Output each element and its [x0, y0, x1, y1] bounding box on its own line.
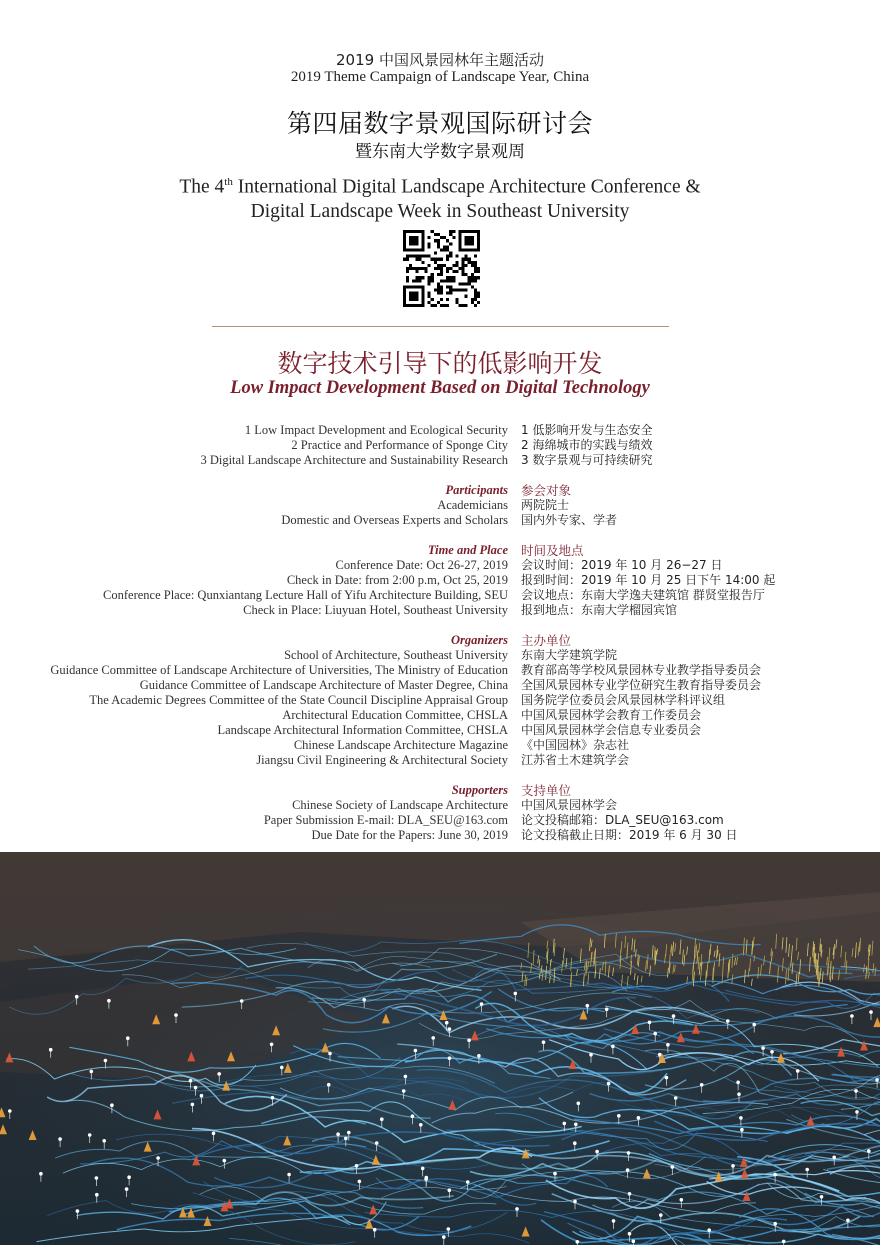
time-place-section [0, 543, 880, 618]
due-date-en: Due Date for the Papers: June 30, 2019 [311, 828, 508, 842]
organizer-en: Guidance Committee of Landscape Architecture of Universities, The Ministry of Education [50, 663, 508, 677]
supporter-cn: 中国风景园林学会 [521, 798, 618, 812]
title-en-sup: th [224, 176, 233, 188]
participants-heading-en: Participants [445, 483, 508, 497]
supporters-heading-cn: 支持单位 [521, 783, 572, 798]
organizer-row [0, 708, 880, 723]
organizer-row [0, 648, 880, 663]
topic-cn: 3 数字景观与可持续研究 [521, 453, 653, 467]
topic-row [0, 453, 880, 468]
section-heading-row [0, 783, 880, 798]
organizers-section [0, 633, 880, 768]
time-place-row [0, 603, 880, 618]
time-place-en: Check in Place: Liuyuan Hotel, Southeast University [243, 603, 508, 617]
title-en-part-b: International Digital Landscape Architecture Conference & [232, 176, 701, 198]
organizer-en: Architectural Education Committee, CHSLA [282, 708, 508, 722]
conference-title-cn: 第四届数字景观国际研讨会 [286, 109, 593, 138]
time-place-en: Check in Date: from 2:00 p.m, Oct 25, 2019 [286, 573, 508, 587]
time-place-heading-en: Time and Place [427, 543, 508, 557]
organizer-cn: 中国风景园林学会信息专业委员会 [521, 723, 702, 737]
submission-email-cn[interactable]: 论文投稿邮箱：DLA_SEU@163.com [521, 813, 724, 827]
qr-code-icon[interactable] [403, 230, 480, 307]
organizer-row [0, 753, 880, 768]
time-place-row [0, 573, 880, 588]
participant-row [0, 513, 880, 528]
divider-rule [212, 326, 669, 327]
organizer-row [0, 663, 880, 678]
time-place-row [0, 558, 880, 573]
time-place-cn: 报到时间：2019 年 10 月 25 日下午 14:00 起 [521, 573, 776, 587]
organizer-cn: 全国风景园林专业学位研究生教育指导委员会 [521, 678, 762, 692]
participant-row [0, 498, 880, 513]
organizer-en: The Academic Degrees Committee of the State Council Discipline Appraisal Group [89, 693, 508, 707]
organizers-heading-cn: 主办单位 [521, 633, 572, 648]
participant-en: Domestic and Overseas Experts and Scholars [281, 513, 508, 527]
organizer-row [0, 738, 880, 753]
participants-heading-cn: 参会对象 [521, 483, 572, 498]
supporter-row [0, 828, 880, 843]
supporter-row [0, 798, 880, 813]
time-place-cn: 会议时间：2019 年 10 月 26−27 日 [521, 558, 723, 572]
topic-en: 2 Practice and Performance of Sponge City [291, 438, 508, 452]
campaign-en: 2019 Theme Campaign of Landscape Year, China [290, 69, 590, 85]
submission-email-en[interactable]: Paper Submission E-mail: DLA_SEU@163.com [263, 813, 508, 827]
time-place-en: Conference Place: Qunxiantang Lecture Hall of Yifu Architecture Building, SEU [103, 588, 508, 602]
topic-row [0, 423, 880, 438]
topic-cn: 2 海绵城市的实践与绩效 [521, 438, 653, 452]
participants-section [0, 483, 880, 528]
organizers-heading-en: Organizers [451, 633, 508, 647]
organizer-en: Jiangsu Civil Engineering & Architectural Society [256, 753, 508, 767]
time-place-heading-cn: 时间及地点 [521, 543, 584, 558]
supporters-section [0, 783, 880, 843]
conference-subtitle-cn: 暨东南大学数字景观周 [355, 142, 525, 162]
topic-en: 1 Low Impact Development and Ecological Security [244, 423, 508, 437]
topics-section [0, 423, 880, 468]
participant-cn: 两院院士 [521, 498, 570, 512]
participant-cn: 国内外专家、学者 [521, 513, 618, 527]
organizer-cn: 《中国园林》杂志社 [521, 738, 630, 752]
organizer-cn: 中国风景园林学会教育工作委员会 [521, 708, 702, 722]
organizer-row [0, 723, 880, 738]
organizer-en: School of Architecture, Southeast University [284, 648, 508, 662]
theme-title-en: Low Impact Development Based on Digital Technology [230, 378, 650, 398]
theme-title-cn: 数字技术引导下的低影响开发 [277, 349, 603, 378]
organizer-en: Guidance Committee of Landscape Architecture of Master Degree, China [139, 678, 508, 692]
supporter-en: Chinese Society of Landscape Architecture [292, 798, 508, 812]
section-heading-row [0, 633, 880, 648]
title-en-part-a: The 4 [179, 176, 225, 198]
organizer-en: Chinese Landscape Architecture Magazine [293, 738, 508, 752]
organizer-en: Landscape Architectural Information Committee, CHSLA [217, 723, 508, 737]
organizer-cn: 东南大学建筑学院 [521, 648, 618, 662]
supporters-heading-en: Supporters [451, 783, 508, 797]
time-place-row [0, 588, 880, 603]
organizer-cn: 江苏省土木建筑学会 [521, 753, 630, 767]
organizer-row [0, 678, 880, 693]
organizer-cn: 国务院学位委员会风景园林学科评议组 [521, 693, 726, 707]
campaign-cn: 2019 中国风景园林年主题活动 [336, 51, 544, 69]
participant-en: Academicians [437, 498, 508, 512]
topic-row [0, 438, 880, 453]
organizer-cn: 教育部高等学校风景园林专业教学指导委员会 [521, 663, 762, 677]
section-heading-row [0, 543, 880, 558]
section-heading-row [0, 483, 880, 498]
topic-en: 3 Digital Landscape Architecture and Sustainability Research [200, 453, 508, 467]
due-date-cn: 论文投稿截止日期：2019 年 6 月 30 日 [521, 828, 738, 842]
conference-title-en [0, 170, 880, 224]
time-place-cn: 会议地点：东南大学逸夫建筑馆 群贤堂报告厅 [521, 588, 765, 602]
supporter-row [0, 813, 880, 828]
organizer-row [0, 693, 880, 708]
time-place-en: Conference Date: Oct 26-27, 2019 [335, 558, 508, 572]
time-place-cn: 报到地点：东南大学榴园宾馆 [521, 603, 678, 617]
title-en-line2: Digital Landscape Week in Southeast University [250, 200, 630, 222]
topic-cn: 1 低影响开发与生态安全 [521, 423, 653, 437]
digital-landscape-artwork [0, 852, 880, 1245]
